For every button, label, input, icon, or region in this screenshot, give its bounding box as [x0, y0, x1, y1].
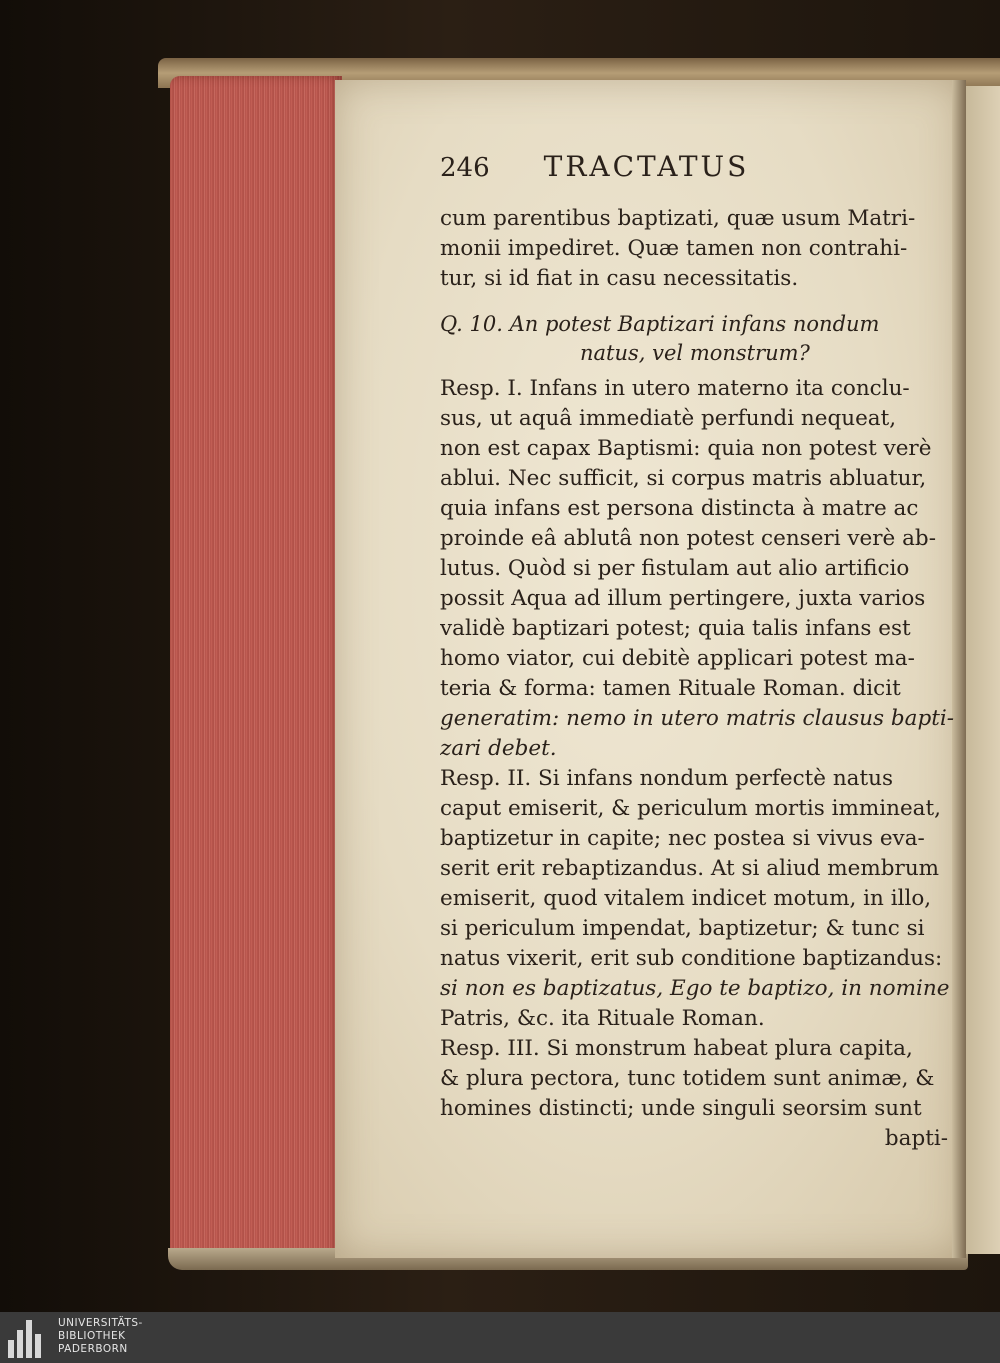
text-line: quia infans est persona distincta à matre ac [440, 496, 919, 521]
text-line: si periculum impendat, baptizetur; & tunc si [440, 916, 925, 941]
text-line: Patris, &c. ita Rituale Roman. [440, 1006, 765, 1031]
text-line: serit erit rebaptizandus. At si aliud membrum [440, 856, 940, 881]
text-line: baptizetur in capite; nec postea si vivus eva- [440, 826, 925, 851]
running-title: TRACTATUS [543, 150, 750, 183]
red-page-edges [170, 76, 342, 1266]
text-line: possit Aqua ad illum pertingere, juxta varios [440, 586, 926, 611]
facing-page-edge [966, 86, 1000, 1254]
text-line: proinde eâ ablutâ non potest censeri verè ab- [440, 526, 936, 551]
text-line: Resp. II. Si infans nondum perfectè natus [440, 766, 894, 791]
text-line: teria & forma: tamen Rituale Roman. dicit [440, 676, 901, 701]
library-name-line: BIBLIOTHEK [58, 1330, 126, 1342]
text-line: homo viator, cui debitè applicari potest ma- [440, 646, 915, 671]
question-heading: Q. 10. An potest Baptizari infans nondum [440, 312, 880, 336]
text-line: tur, si id fiat in casu necessitatis. [440, 266, 799, 291]
text-line: si non es baptizatus, Ego te baptizo, in nomine [440, 976, 950, 1001]
library-name[interactable] [58, 1317, 143, 1356]
text-line: & plura pectora, tunc totidem sunt animæ, & [440, 1066, 935, 1091]
text-line: emiserit, quod vitalem indicet motum, in illo, [440, 886, 932, 911]
text-line: generatim: nemo in utero matris clausus bapti- [440, 706, 955, 731]
text-line: natus vixerit, erit sub conditione baptizandus: [440, 946, 943, 971]
text-line: ablui. Nec sufficit, si corpus matris abluatur, [440, 466, 927, 491]
text-line: caput emiserit, & periculum mortis immineat, [440, 796, 941, 821]
text-line: non est capax Baptismi: quia non potest verè [440, 436, 932, 461]
text-line: Resp. I. Infans in utero materno ita conclu- [440, 376, 910, 401]
text-line: sus, ut aquâ immediatè perfundi nequeat, [440, 406, 897, 431]
text-line: monii impediret. Quæ tamen non contrahi- [440, 236, 908, 261]
running-header [440, 150, 960, 204]
page-text [440, 150, 960, 1154]
library-footer-bar [0, 1312, 1000, 1363]
library-name-line: UNIVERSITÄTS- [58, 1317, 143, 1329]
text-line: lutus. Quòd si per fistulam aut alio artificio [440, 556, 910, 581]
page-number: 246 [440, 153, 490, 183]
text-line: zari debet. [440, 736, 557, 761]
library-logo-icon [8, 1318, 48, 1358]
text-line: homines distincti; unde singuli seorsim sunt [440, 1096, 922, 1121]
library-name-line: PADERBORN [58, 1343, 128, 1355]
text-line: cum parentibus baptizati, quæ usum Matri- [440, 206, 916, 231]
catchword: bapti- [884, 1126, 948, 1151]
text-line: validè baptizari potest; quia talis infans est [440, 616, 911, 641]
question-heading-cont: natus, vel monstrum? [580, 341, 810, 365]
text-line: Resp. III. Si monstrum habeat plura capita, [440, 1036, 913, 1061]
